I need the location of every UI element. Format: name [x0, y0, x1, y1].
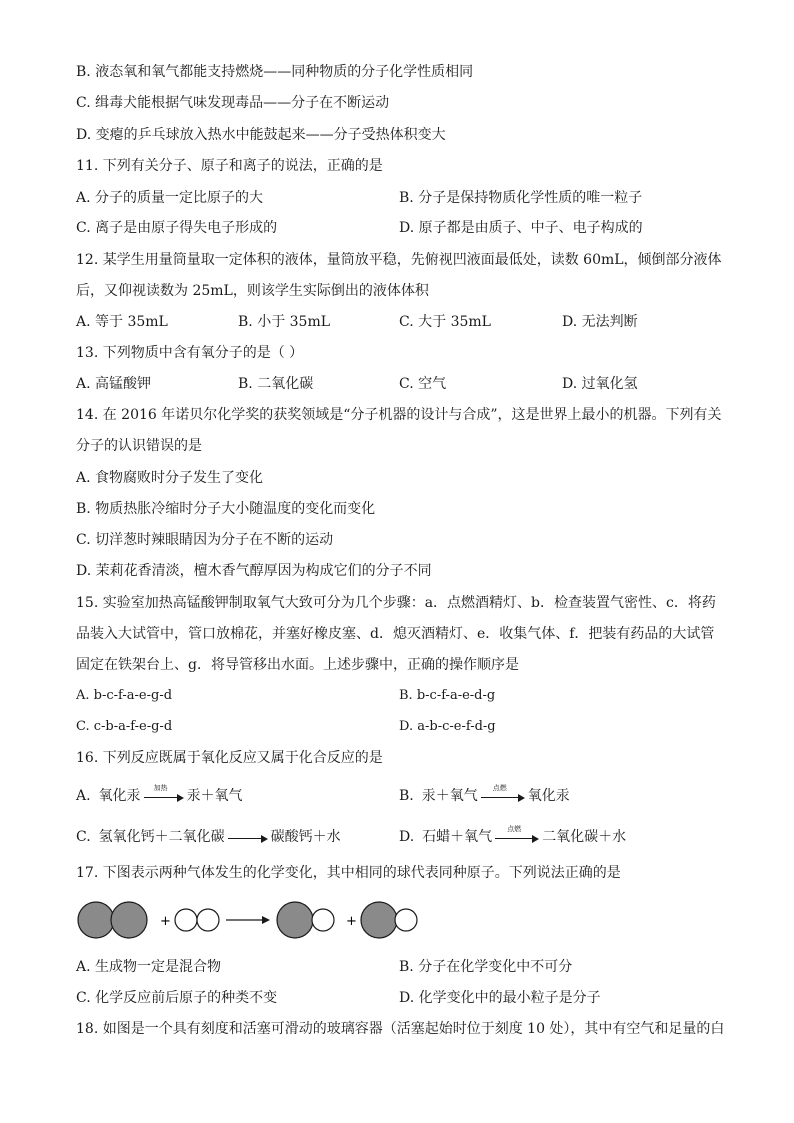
q15-option-d: D. a-b-c-e-f-d-g: [399, 719, 496, 734]
q15-option-b: B. b-c-f-a-e-d-g: [399, 688, 496, 703]
q12-option-a: A. 等于 35mL: [76, 314, 168, 330]
q16-c-label: C.: [76, 829, 91, 845]
reaction-arrow-head-icon: [262, 916, 270, 924]
q12-option-c: C. 大于 35mL: [399, 314, 491, 330]
q11-option-c: C. 离子是由原子得失电子形成的: [76, 220, 278, 236]
q11-option-a: A. 分子的质量一定比原子的大: [76, 190, 264, 206]
q17-option-d: D. 化学变化中的最小粒子是分子: [399, 990, 601, 1006]
q14-option-b: B. 物质热胀冷缩时分子大小随温度的变化而变化: [76, 501, 376, 517]
q11-option-b: B. 分子是保持物质化学性质的唯一粒子: [399, 190, 643, 206]
plus-sign: +: [160, 914, 171, 929]
plus-sign: +: [346, 914, 357, 929]
atom-light: [312, 909, 334, 931]
reaction-arrow-icon: [144, 784, 184, 801]
q16-b-label: B.: [399, 788, 414, 804]
reaction-arrow-icon: [481, 784, 525, 801]
q13-option-a: A. 高锰酸钾: [76, 376, 152, 392]
q17-option-a: A. 生成物一定是混合物: [76, 959, 222, 975]
q15-option-a: A. b-c-f-a-e-g-d: [76, 688, 173, 703]
q16-c-reactant: 氢氧化钙＋二氧化碳: [98, 829, 225, 845]
q16-a-reactant: 氧化汞: [98, 788, 141, 804]
option-d-prev: D. 变瘪的乒乓球放入热水中能鼓起来——分子受热体积变大: [76, 127, 446, 143]
question-15-line2: 品装入大试管中，管口放棉花，并塞好橡皮塞、d．熄灭酒精灯、e．收集气体、f．把装有药品的大试管: [76, 626, 715, 642]
question-16: 16. 下列反应既属于氧化反应又属于化合反应的是: [76, 750, 383, 766]
q16-option-a: [76, 784, 243, 805]
q16-c-product: 碳酸钙＋水: [270, 829, 341, 845]
q14-option-d: D. 茉莉花香清淡，檀木香气醇厚因为构成它们的分子不同: [76, 563, 432, 579]
atom-light: [395, 909, 417, 931]
atom-dark: [361, 902, 397, 938]
q17-option-b: B. 分子在化学变化中不可分: [399, 959, 573, 975]
question-17: 17. 下图表示两种气体发生的化学变化，其中相同的球代表同种原子。下列说法正确的是: [76, 865, 621, 881]
q12-option-d: D. 无法判断: [562, 314, 638, 330]
question-14-line1: 14. 在 2016 年诺贝尔化学奖的获奖领域是“分子机器的设计与合成”，这是世界上最小的机器。下列有关: [76, 407, 722, 423]
q15-option-c: C. c-b-a-f-e-g-d: [76, 719, 173, 734]
option-b-prev: B. 液态氧和氧气都能支持燃烧——同种物质的分子化学性质相同: [76, 64, 474, 80]
question-14-line2: 分子的认识错误的是: [76, 438, 202, 454]
atom-light: [197, 909, 219, 931]
q13-option-d: D. 过氧化氢: [562, 376, 638, 392]
question-15-line1: 15. 实验室加热高锰酸钾制取氧气大致可分为几个步骤：a．点燃酒精灯、b．检查装置气密性、c．将药: [76, 595, 716, 611]
q16-d-product: 二氧化碳＋水: [542, 829, 627, 845]
question-12-line2: 后，又仰视读数为 25mL，则该学生实际倒出的液体体积: [76, 283, 429, 299]
reaction-arrow-icon: [495, 825, 539, 842]
q13-option-c: C. 空气: [399, 376, 447, 392]
q11-option-d: D. 原子都是由质子、中子、电子构成的: [399, 220, 643, 236]
q17-option-c: C. 化学反应前后原子的种类不变: [76, 990, 278, 1006]
q14-option-a: A. 食物腐败时分子发生了变化: [76, 470, 264, 486]
option-c-prev: C. 缉毒犬能根据气味发现毒品——分子在不断运动: [76, 95, 390, 111]
question-12-line1: 12. 某学生用量筒量取一定体积的液体，量筒放平稳，先俯视凹液面最低处，读数 60mL，倾倒部分液体: [76, 252, 722, 268]
q14-option-c: C. 切洋葱时辣眼睛因为分子在不断的运动: [76, 532, 334, 548]
q13-option-b: B. 二氧化碳: [238, 376, 314, 392]
q16-b-reactant: 汞＋氧气: [421, 788, 478, 804]
q16-option-d: [399, 825, 627, 846]
atom-light: [175, 909, 197, 931]
q12-option-b: B. 小于 35mL: [238, 314, 331, 330]
q16-a-label: A.: [76, 788, 91, 804]
question-15-line3: 固定在铁架台上、g．将导管移出水面。上述步骤中，正确的操作顺序是: [76, 657, 519, 673]
q16-option-c: [76, 828, 341, 846]
atom-dark: [78, 902, 114, 938]
molecule-reaction-diagram: [76, 898, 436, 944]
atom-dark: [111, 902, 147, 938]
q16-option-b: [399, 784, 570, 805]
q16-b-condition: 点燃: [492, 784, 507, 792]
q16-a-product: 汞＋氧气: [186, 788, 243, 804]
q16-b-product: 氧化汞: [527, 788, 570, 804]
question-11: 11. 下列有关分子、原子和离子的说法，正确的是: [76, 158, 383, 174]
q16-a-condition: 加热: [153, 784, 168, 792]
atom-dark: [277, 902, 313, 938]
q16-d-reactant: 石蜡＋氧气: [422, 829, 493, 845]
question-18: 18. 如图是一个具有刻度和活塞可滑动的玻璃容器（活塞起始时位于刻度 10 处），其中有空气和足量的白: [76, 1021, 725, 1037]
q16-d-label: D.: [399, 829, 415, 845]
q16-d-condition: 点燃: [507, 825, 522, 833]
question-13: 13. 下列物质中含有氧分子的是（ ）: [76, 345, 304, 361]
reaction-arrow-icon: [228, 832, 268, 842]
